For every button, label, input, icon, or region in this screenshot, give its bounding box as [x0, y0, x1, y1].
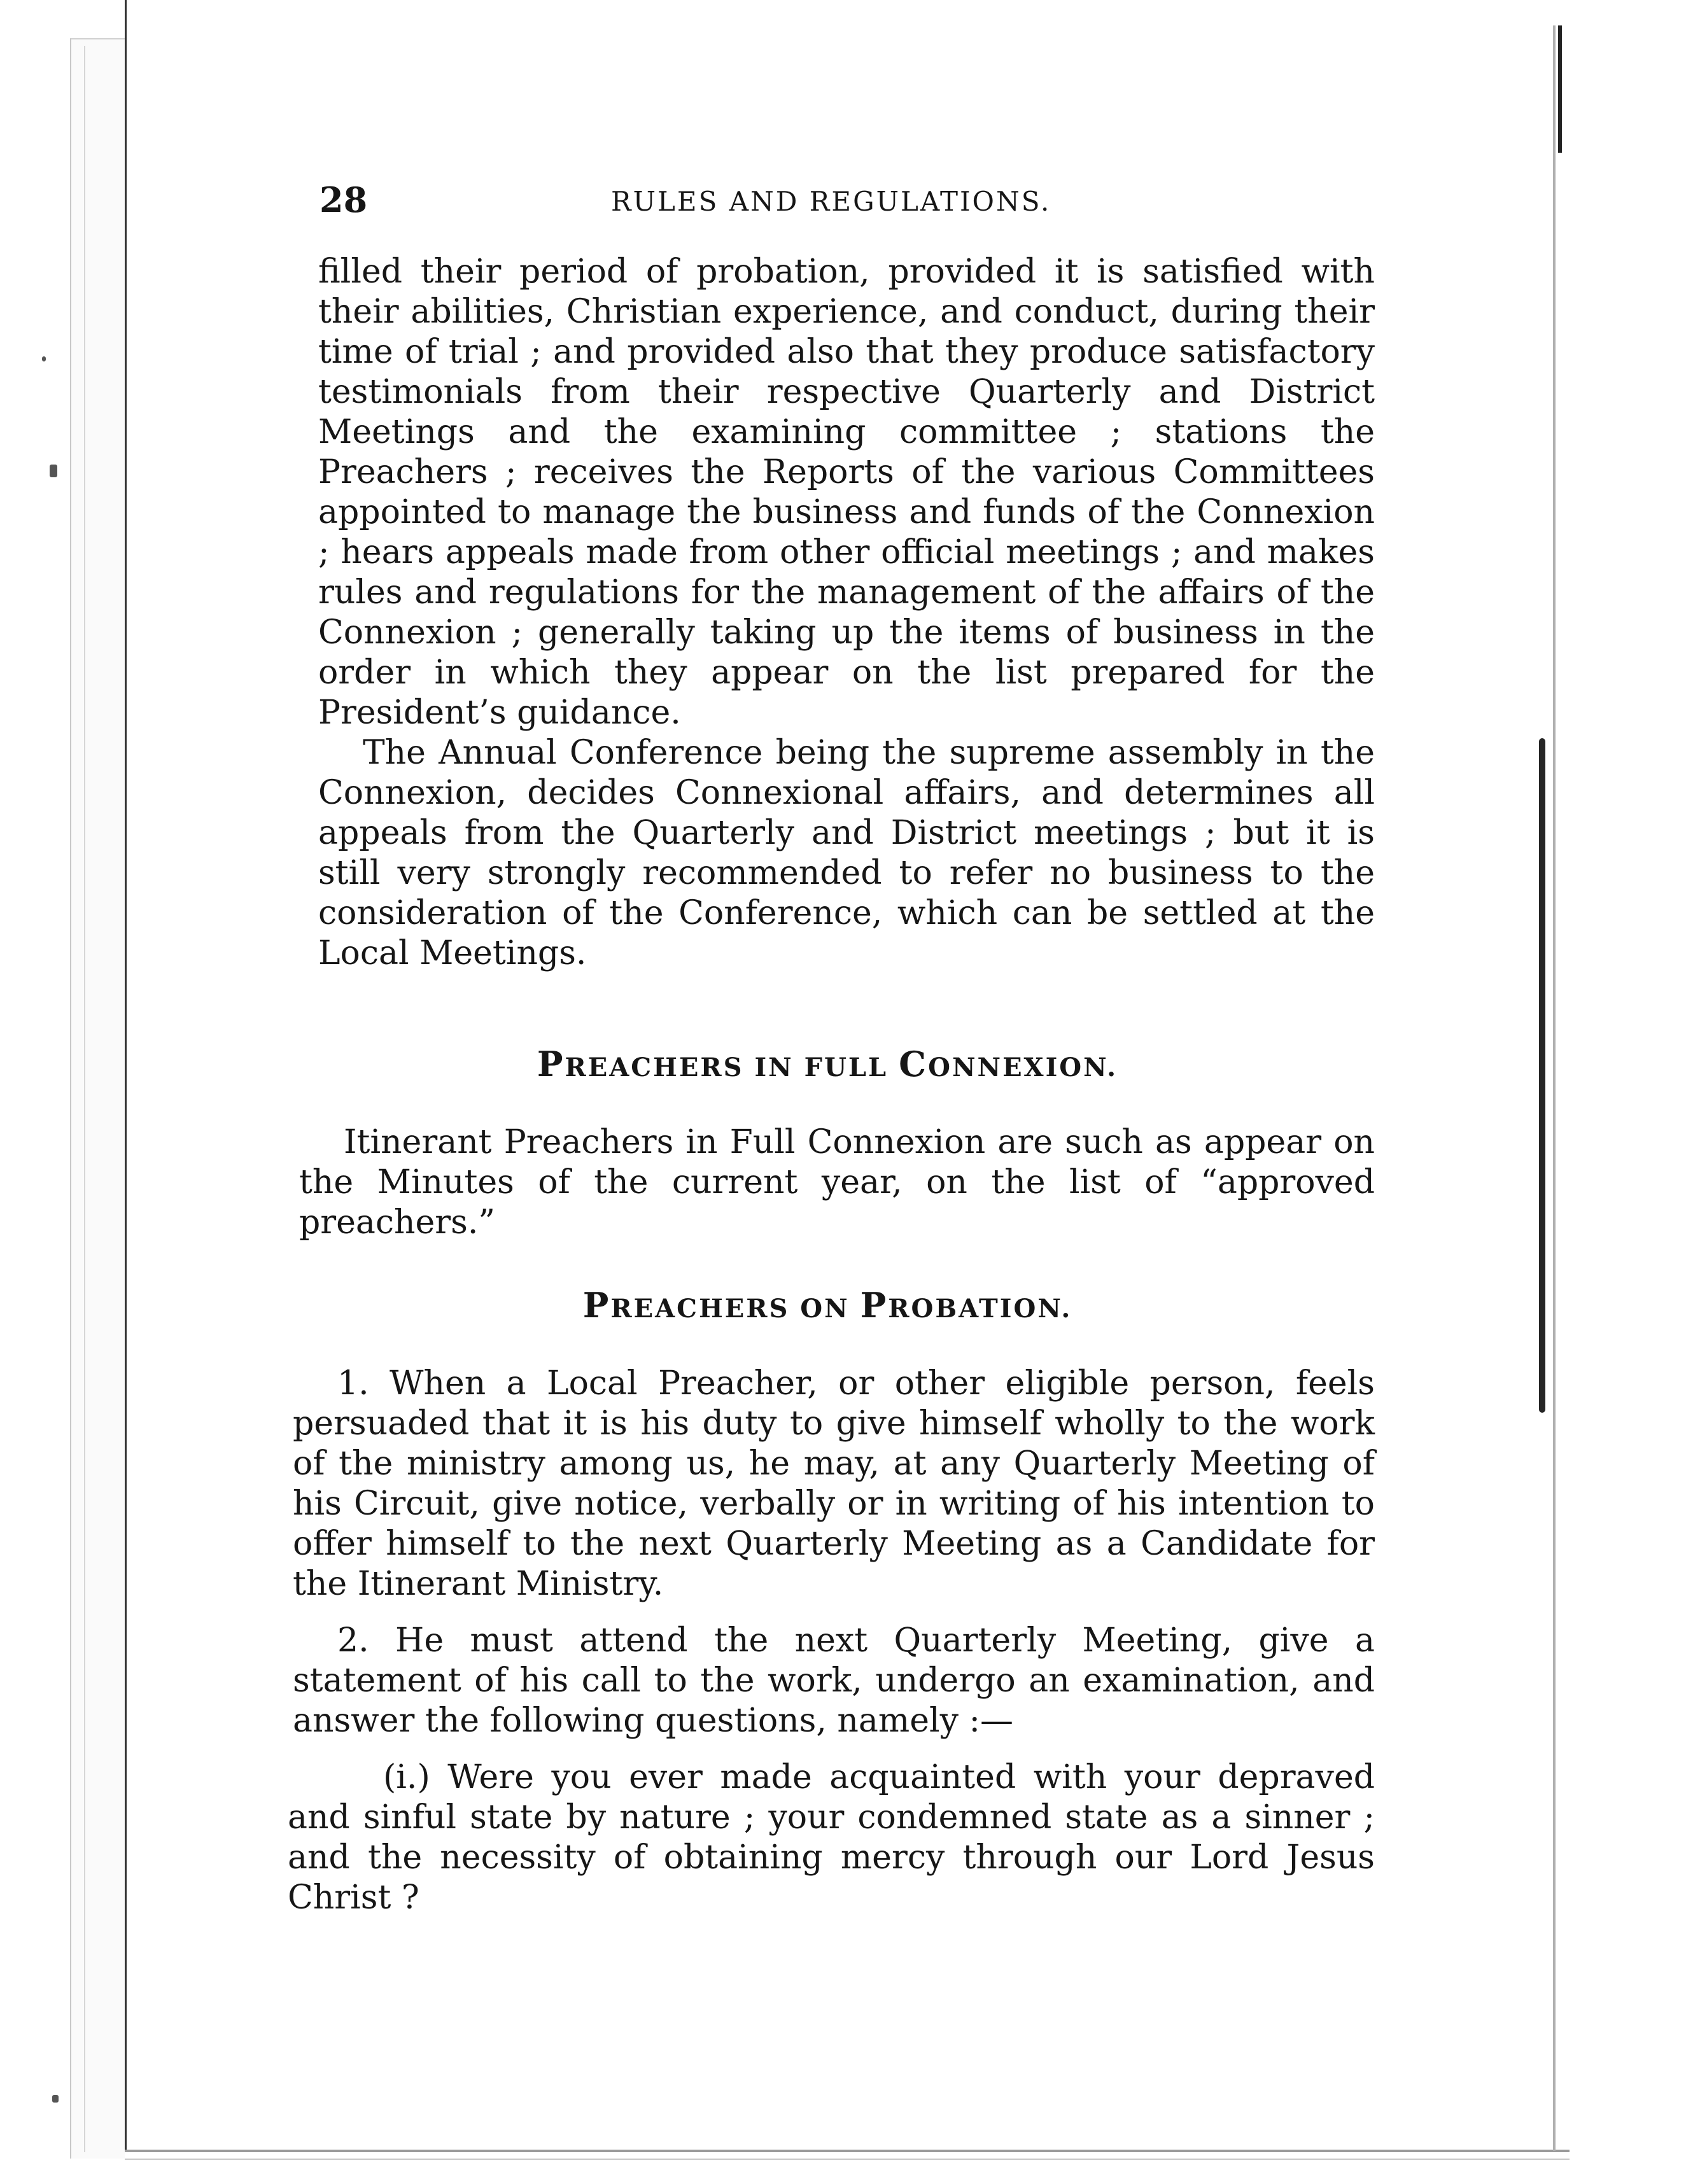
page-right-top-mark — [1558, 25, 1562, 153]
section-heading-probation — [280, 1285, 1375, 1326]
page-bottom-edge — [125, 2150, 1570, 2152]
heading-text: REACHERS IN FULL — [565, 1053, 899, 1082]
heading-initial: P — [582, 1285, 611, 1326]
heading-text: ONNEXION. — [928, 1053, 1118, 1082]
heading-initial: P — [537, 1044, 565, 1084]
annual-conference-paragraph: The Annual Conference being the supreme assembly in the Connexion, decides Connexional affairs, and determines all appeals from the Quarterly and District meetings ; but it is still very strongly recommended to refer no business to the consideration of the Conference, which can be settled at the Local Meetings. — [318, 734, 1375, 972]
margin-speck — [52, 2095, 59, 2103]
heading-initial: P — [860, 1285, 889, 1326]
page-back-edge-left — [70, 38, 125, 2159]
section-heading-full-connexion — [280, 1044, 1375, 1084]
margin-speck — [50, 465, 57, 477]
heading-text: REACHERS ON — [610, 1294, 861, 1324]
page-number: 28 — [320, 179, 368, 220]
page-bottom-edge-shadow — [125, 2159, 1570, 2160]
page-content — [280, 172, 1375, 1918]
probation-rule-2: 2. He must attend the next Quarterly Meeting, give a statement of his call to the work, undergo an examination, and answer the following questions, namely :— — [293, 1621, 1375, 1740]
full-connexion-paragraph: Itinerant Preachers in Full Connexion are such as appear on the Minutes of the current year, on the list of “approved preachers.” — [299, 1123, 1375, 1242]
heading-text: ROBATION. — [888, 1294, 1072, 1324]
probation-rule-1: 1. When a Local Preacher, or other eligible person, feels persuaded that it is his duty to give himself wholly to the work of the ministry among us, he may, at any Quarterly Meeting of his Circuit, give notice, verbally or in writing of his intention to offer himself to the next Quarterly Meeting as a Candidate for the Itinerant Ministry. — [293, 1364, 1375, 1603]
margin-speck — [42, 356, 46, 361]
probation-question-1: (i.) Were you ever made acquainted with your depraved and sinful state by nature ; your condemned state as a sinner ; and the necessity of obtaining mercy through our Lord Jesus Christ ? — [288, 1758, 1375, 1917]
running-head — [280, 172, 1375, 223]
heading-initial: C — [899, 1044, 929, 1084]
page-right-edge — [1553, 25, 1556, 2151]
running-title: RULES AND REGULATIONS. — [611, 186, 1051, 217]
continued-paragraph: filled their period of probation, provided it is satisfied with their abilities, Christian experience, and conduct, during their time of trial ; and provided also that they produce satisfactory testimonials from their respective Quarterly and District Meetings and the examining committee ; stations the Preachers ; receives the Reports of the various Committees appointed to manage the business and funds of the Connexion ; hears appeals made from other official meetings ; and makes rules and regulations for the management of the affairs of the Connexion ; generally taking up the items of business in the order in which they appear on the list prepared for the President’s guidance. — [318, 253, 1375, 732]
page-right-binding-shadow — [1539, 738, 1545, 1413]
